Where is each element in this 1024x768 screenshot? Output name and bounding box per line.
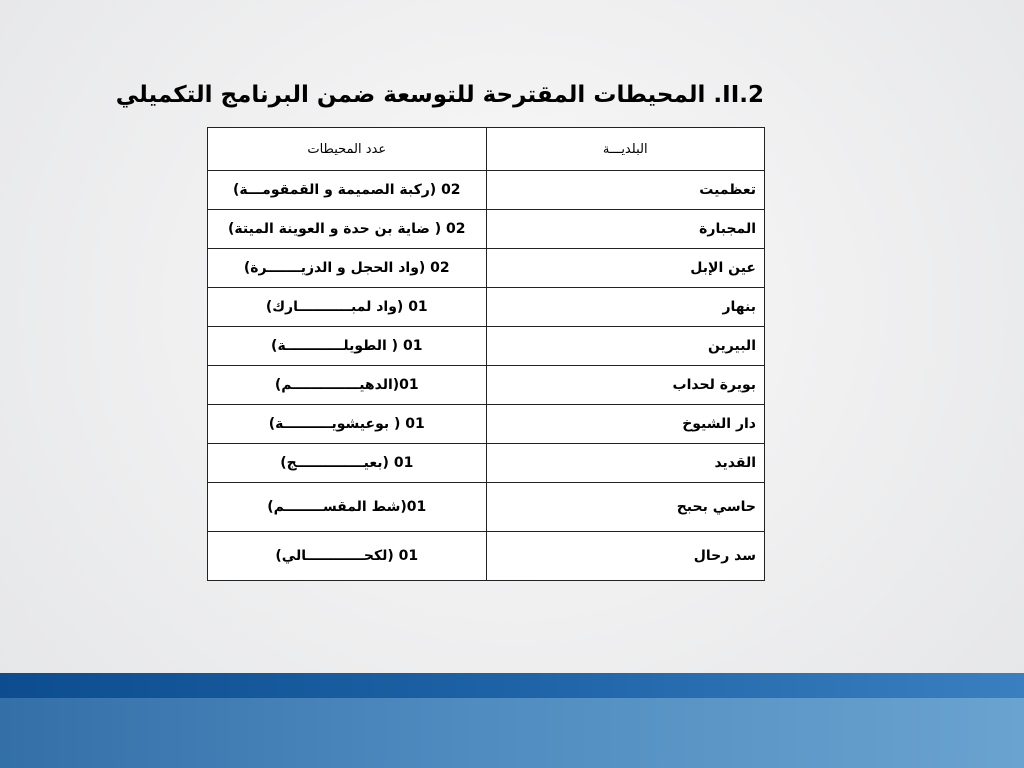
municipality-cell: المجبارة bbox=[486, 210, 765, 249]
municipality-cell: سد رحال bbox=[486, 532, 765, 581]
zones-cell: 02 ( ضاية بن حدة و العوينة الميتة) bbox=[208, 210, 487, 249]
table-row bbox=[208, 405, 765, 444]
municipality-cell: البيرين bbox=[486, 327, 765, 366]
zones-cell: 01 ( الطويلــــــــــــة) bbox=[208, 327, 487, 366]
municipality-cell: عين الإبل bbox=[486, 249, 765, 288]
zones-cell: 01 (لكحــــــــــــالي) bbox=[208, 532, 487, 581]
zones-cell: 01(الدهيــــــــــــــم) bbox=[208, 366, 487, 405]
zones-cell: 01 ( بوعيشويــــــــــة) bbox=[208, 405, 487, 444]
table-row bbox=[208, 366, 765, 405]
table-row bbox=[208, 249, 765, 288]
table-row bbox=[208, 444, 765, 483]
municipality-cell: القديد bbox=[486, 444, 765, 483]
footer-band bbox=[0, 673, 1024, 768]
zones-table bbox=[207, 127, 765, 581]
zones-cell: 02 (ركبة الصميمة و القمقومـــة) bbox=[208, 171, 487, 210]
municipality-cell: تعظميت bbox=[486, 171, 765, 210]
zones-cell: 01(شط المقســــــــم) bbox=[208, 483, 487, 532]
table-row bbox=[208, 532, 765, 581]
municipality-cell: بنهار bbox=[486, 288, 765, 327]
header-municipality: البلديـــة bbox=[486, 128, 765, 171]
table-row bbox=[208, 210, 765, 249]
municipality-cell: دار الشيوخ bbox=[486, 405, 765, 444]
table-row bbox=[208, 171, 765, 210]
municipality-cell: حاسي بحبح bbox=[486, 483, 765, 532]
header-zone-count: عدد المحيطات bbox=[208, 128, 487, 171]
municipality-cell: بويرة لحداب bbox=[486, 366, 765, 405]
table-row bbox=[208, 288, 765, 327]
table-row bbox=[208, 483, 765, 532]
zones-table-container bbox=[207, 127, 765, 581]
footer-band-stripe bbox=[0, 673, 1024, 698]
slide-title: II.2. المحيطات المقترحة للتوسعة ضمن البرنامج التكميلي bbox=[115, 82, 764, 108]
zones-cell: 01 (بعيــــــــــــــج) bbox=[208, 444, 487, 483]
zones-cell: 01 (واد لمبـــــــــــارك) bbox=[208, 288, 487, 327]
table-row bbox=[208, 327, 765, 366]
zones-cell: 02 (واد الحجل و الدزيـــــــرة) bbox=[208, 249, 487, 288]
table-header-row bbox=[208, 128, 765, 171]
